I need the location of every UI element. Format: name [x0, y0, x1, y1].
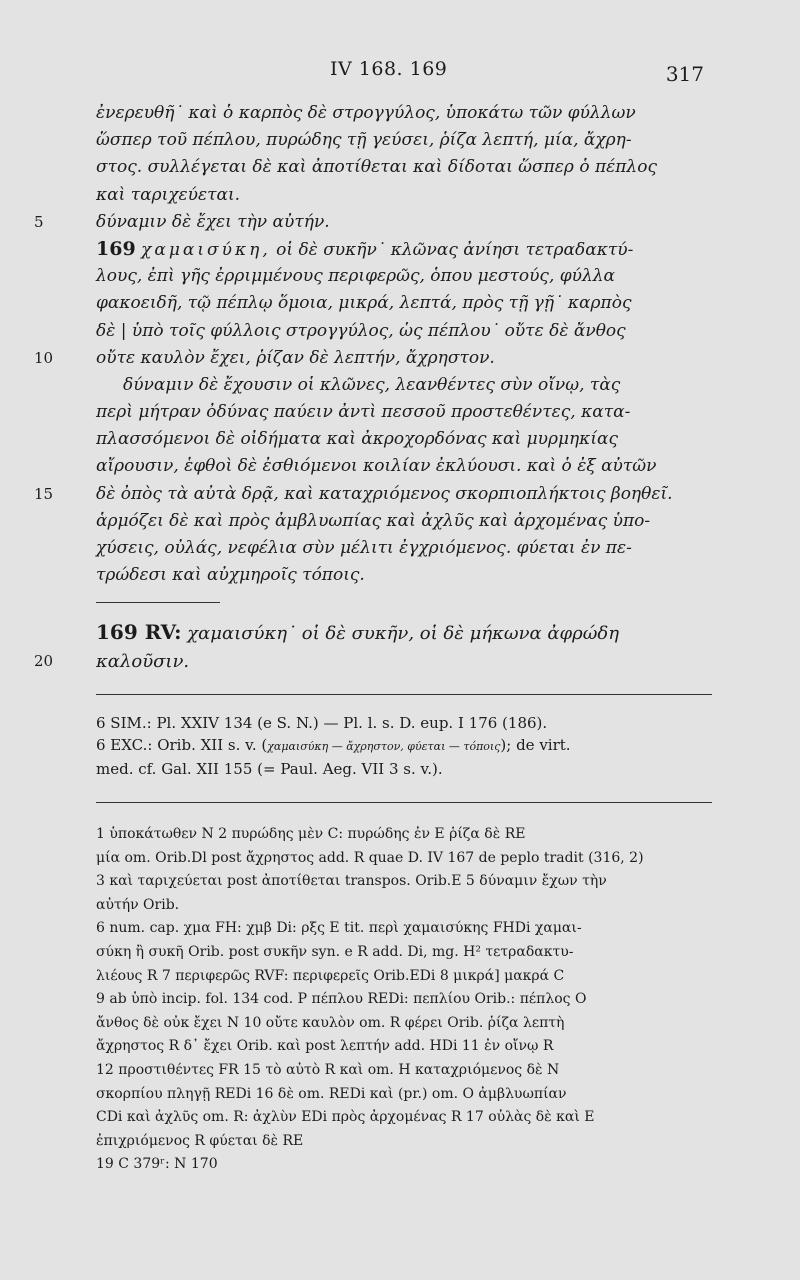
apparatus-line: 6 num. cap. χμα FH: χμβ Di: ρξς E tit. περὶ χαμαισύκης FHDi χαμαι- [96, 920, 582, 937]
rv-label: 169 RV: [96, 620, 182, 644]
apparatus-line: σκορπίου πληγῇ REDi 16 δὲ om. REDi καὶ (pr.) om. O ἀμβλυωπίαν [96, 1085, 567, 1102]
text-line: λους, ἐπὶ γῆς ἐρριμμένους περιφερῶς, ὁπου μεστούς, φύλλα [96, 266, 616, 287]
note-line [96, 734, 712, 758]
lemma-heading: χαμαισύκη, [141, 239, 271, 260]
line-number: 10 [34, 348, 54, 367]
rv-synonyms [34, 618, 712, 676]
text-line: πλασσόμενοι δὲ οἰδήματα καὶ ἀκροχορδόνας καὶ μυρμηκίας [96, 429, 618, 450]
note-text: 6 EXC.: Orib. XII s. v. ( [96, 736, 268, 754]
text-line-content: καλοῦσιν. [96, 651, 190, 672]
text-line [34, 647, 712, 676]
page-number: 317 [665, 62, 704, 86]
running-title: IV 168. 169 [330, 58, 448, 80]
text-line: στος. συλλέγεται δὲ καὶ ἀποτίθεται καὶ δίδοται ὥσπερ ὁ πέπλος [96, 157, 657, 178]
text-line [34, 345, 712, 372]
line-number: 15 [34, 484, 54, 503]
section-number: 169 [96, 237, 136, 260]
divider [96, 802, 712, 803]
note-quote: χαμαισύκη — ἄχρηστον, φύεται — τόποις [267, 740, 501, 753]
main-text [34, 100, 712, 589]
text-line [96, 618, 712, 647]
apparatus-line: μία om. Orib.Dl post ἄχρηστος add. R quae D. IV 167 de peplo tradit (316, 2) [96, 849, 644, 866]
text-line [96, 236, 712, 263]
line-number: 20 [34, 652, 54, 670]
apparatus-line: ἄχρηστος R δ᾽ ἔχει Orib. καὶ post λεπτήν add. HDi 11 ἐν οἴνῳ R [96, 1038, 554, 1055]
text-line [34, 481, 712, 508]
similia-notes [96, 712, 712, 780]
note-text: ); de virt. [500, 736, 571, 754]
text-line: τρώδεσι καὶ αὐχμηροῖς τόποις. [96, 565, 365, 586]
short-divider [96, 602, 220, 603]
apparatus-line: 3 καὶ ταριχεύεται post ἀποτίθεται transpos. Orib.E 5 δύναμιν ἔχων τὴν [96, 873, 607, 890]
text-line: φακοειδῆ, τῷ πέπλῳ ὅμοια, μικρά, λεπτά, πρὸς τῇ γῇ˙ καρπὸς [96, 293, 632, 314]
apparatus-line: 19 C 379ʳ: N 170 [96, 1156, 218, 1173]
text-line-content: δύναμιν δὲ ἔχει τὴν αὐτήν. [96, 211, 330, 232]
apparatus-line: λιέους R 7 περιφερῶς RVF: περιφερεῖς Orib.EDi 8 μικρά] μακρά C [96, 967, 565, 984]
note-line: 6 SIM.: Pl. XXIV 134 (e S. N.) — Pl. l. s. D. eup. I 176 (186). [96, 714, 548, 732]
text-line: δὲ | ὑπὸ τοῖς φύλλοις στρογγύλος, ὡς πέπλου˙ οὔτε δὲ ἄνθος [96, 320, 626, 341]
text-line: καὶ ταριχεύεται. [96, 184, 241, 205]
text-line: δύναμιν δὲ ἔχουσιν οἱ κλῶνες, λεανθέντες σὺν οἴνῳ, τὰς [123, 374, 621, 395]
apparatus-line: σύκη ἢ συκῆ Orib. post συκῆν syn. e R add. Di, mg. H² τετραδακτυ- [96, 943, 574, 960]
text-line: ὥσπερ τοῦ πέπλου, πυρώδης τῇ γεύσει, ῥίζα λεπτή, μία, ἄχρη- [96, 130, 632, 151]
apparatus-line: αὐτήν Orib. [96, 896, 180, 913]
text-line: χύσεις, οὐλάς, νεφέλια σὺν μέλιτι ἐγχριόμενος. φύεται ἐν πε- [96, 538, 632, 558]
text-line-content: χαμαισύκη˙ οἱ δὲ συκῆν, οἱ δὲ μήκωνα ἀφρώδη [181, 623, 620, 644]
note-line: med. cf. Gal. XII 155 (= Paul. Aeg. VII 3 s. v.). [96, 760, 443, 778]
divider [96, 694, 712, 695]
text-line-content: δὲ ὀπὸς τὰ αὐτὰ δρᾷ, καὶ καταχριόμενος σκορπιοπλήκτοις βοηθεῖ. [96, 483, 673, 504]
text-line [34, 209, 712, 236]
text-line: αἴρουσιν, ἑφθοὶ δὲ ἐσθιόμενοι κοιλίαν ἐκλύουσι. καὶ ὁ ἐξ αὐτῶν [96, 456, 657, 477]
apparatus-line: ἄνθος δὲ οὐκ ἔχει N 10 οὔτε καυλὸν om. R φέρει Orib. ῥίζα λεπτὴ [96, 1014, 565, 1031]
apparatus-line: ἐπιχριόμενος R φύεται δὲ RE [96, 1132, 304, 1149]
apparatus-line: 9 ab ὑπὸ incip. fol. 134 cod. P πέπλου REDi: πεπλίου Orib.: πέπλος O [96, 991, 587, 1008]
text-line-content: οἱ δὲ συκῆν˙ κλῶνας ἀνίησι τετραδακτύ- [270, 239, 634, 260]
apparatus-line: 1 ὑποκάτωθεν N 2 πυρώδης μὲν C: πυρώδης ἐν E ῥίζα δὲ RE [96, 826, 526, 842]
text-line-content: οὔτε καυλὸν ἔχει, ῥίζαν δὲ λεπτήν, ἄχρηστον. [96, 347, 495, 368]
line-number: 5 [34, 212, 44, 231]
text-line: ἁρμόζει δὲ καὶ πρὸς ἀμβλυωπίας καὶ ἀχλῦς καὶ ἀρχομένας ὑπο- [96, 510, 651, 531]
critical-apparatus [96, 823, 712, 1177]
apparatus-line: CDi καὶ ἀχλῦς om. R: ἀχλὺν EDi πρὸς ἀρχομένας R 17 οὐλὰς δὲ καὶ E [96, 1109, 595, 1126]
apparatus-line: 12 προστιθέντες FR 15 τὸ αὐτὸ R καὶ om. H καταχριόμενος δὲ N [96, 1061, 560, 1078]
page-header [0, 58, 800, 88]
text-line: περὶ μήτραν ὀδύνας παύειν ἀντὶ πεσσοῦ προστεθέντες, κατα- [96, 402, 631, 423]
text-line: ἐνερευθῆ˙ καὶ ὁ καρπὸς δὲ στρογγύλος, ὑποκάτω τῶν φύλλων [96, 103, 636, 123]
